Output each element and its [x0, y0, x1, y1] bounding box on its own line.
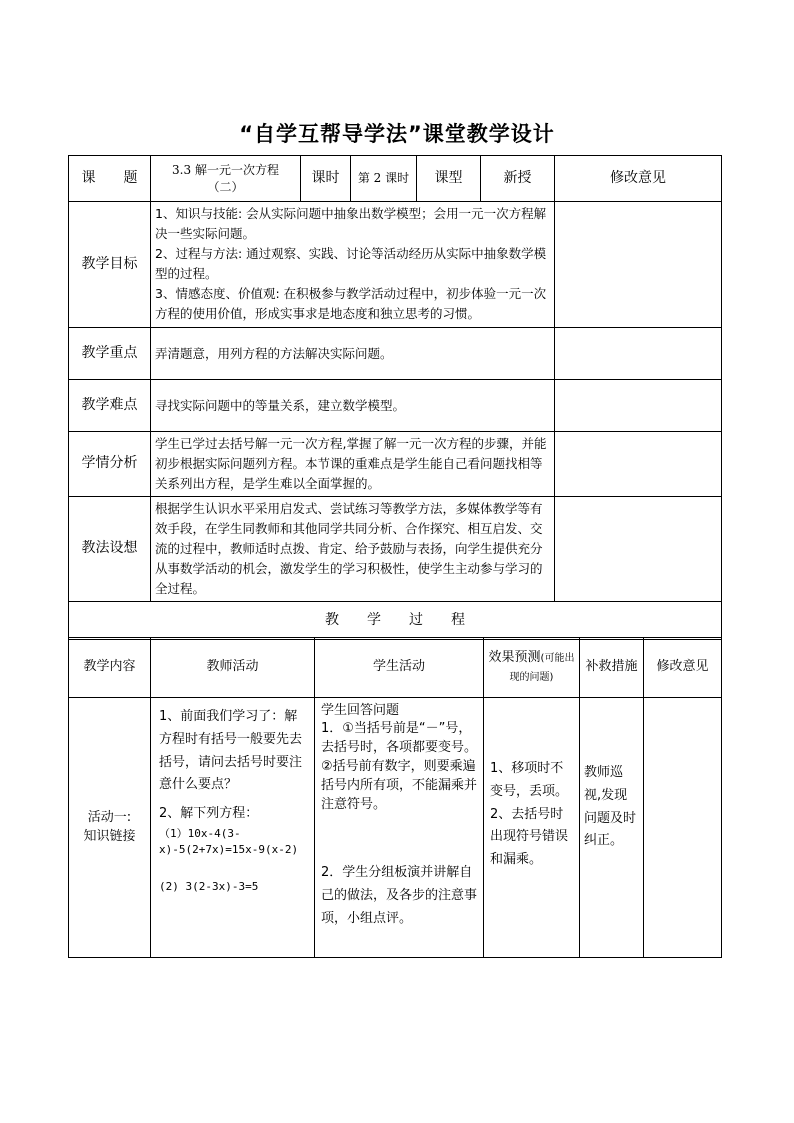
- type-value: 新授: [481, 156, 555, 202]
- goals-content: [151, 202, 555, 328]
- activity1-student: [315, 698, 484, 958]
- goals-revise-cell: [555, 202, 722, 328]
- activity1-label-line1: 活动一:: [87, 810, 132, 826]
- method-content: 根据学生认识水平采用启发式、尝试练习等教学方法，多媒体教学等有效手段，在学生同教师和其他同学共同分析、合作探究、相互启发、交流的过程中，教师适时点拨、肯定、给予鼓励与表扬，向学生提供充分从事数学活动的机会，激发学生的学习积极性，使学生主动参与学习的全过程。: [151, 497, 555, 602]
- goal-item: 1、知识与技能: 会从实际问题中抽象出数学模型；会用一元一次方程解决一些实际问题。: [155, 206, 547, 241]
- key-point-label: 教学重点: [69, 328, 151, 380]
- col-modify: 修改意见: [644, 638, 722, 698]
- topic-value: [151, 156, 301, 202]
- col-teacher: 教师活动: [151, 638, 315, 698]
- period-value: 第 2 课时: [351, 156, 417, 202]
- col-effect-title: 效果预测: [488, 650, 541, 666]
- effect-item-1: 1、移项时不变号，丢项。: [490, 761, 569, 799]
- teacher-question-2: 2、解下列方程：: [159, 806, 259, 821]
- difficulty-label: 教学难点: [69, 380, 151, 432]
- col-remedy: 补救措施: [580, 638, 644, 698]
- teacher-question-1: 1、前面我们学习了：解方程时有括号一般要先去括号，请问去括号时要注意什么要点？: [159, 709, 303, 793]
- col-content: 教学内容: [69, 638, 151, 698]
- difficulty-content: 寻找实际问题中的等量关系，建立数学模型。: [151, 380, 555, 432]
- student-answer-1: 1．①当括号前是“－”号，去括号时，各项都要变号。②括号前有数字，则要乘遍括号内所有项，不能漏乘并注意符号。: [321, 721, 478, 812]
- student-title: 学生回答问题: [321, 703, 400, 718]
- key-point-content: 弄清题意，用列方程的方法解决实际问题。: [151, 328, 555, 380]
- design-table: [68, 155, 722, 640]
- goal-item: 2、过程与方法: 通过观察、实践、讨论等活动经历从实际中抽象数学模型的过程。: [155, 246, 547, 281]
- col-student: 学生活动: [315, 638, 484, 698]
- activity1-teacher: [151, 698, 315, 958]
- col-effect: [484, 638, 580, 698]
- analysis-revise-cell: [555, 432, 722, 497]
- activity1-label: [69, 698, 151, 958]
- effect-item-2: 2、去括号时出现符号错误和漏乘。: [490, 806, 569, 867]
- process-header: 教 学 过 程: [69, 602, 722, 640]
- activity1-effect: [484, 698, 580, 958]
- method-label: 教法设想: [69, 497, 151, 602]
- activity1-label-line2: 知识链接: [83, 828, 136, 844]
- topic-line-1: 3.3 解一元一次方程: [172, 162, 279, 177]
- equation-1: （1）10x-4(3-x)-5(2+7x)=15x-9(x-2): [159, 826, 299, 857]
- analysis-label: 学情分析: [69, 432, 151, 497]
- process-table: [68, 637, 722, 958]
- difficulty-revise-cell: [555, 380, 722, 432]
- topic-label: 课 题: [69, 156, 151, 202]
- analysis-content: 学生已学过去括号解一元一次方程,掌握了解一元一次方程的步骤，并能初步根据实际问题列方程。本节课的重难点是学生能自己看问题找相等关系列出方程，是学生难以全面掌握的。: [151, 432, 555, 497]
- activity1-modify: [644, 698, 722, 958]
- goal-item: 3、情感态度、价值观: 在积极参与教学活动过程中，初步体验一元一次方程的使用价值，形成实事求是地态度和独立思考的习惯。: [155, 286, 547, 321]
- col-effect-note: (可能出现的问题): [509, 653, 575, 683]
- method-revise-cell: [555, 497, 722, 602]
- equation-2: (2) 3(2-3x)-3=5: [159, 879, 259, 893]
- activity1-remedy: 教师巡视,发现问题及时纠正。: [580, 698, 644, 958]
- type-label: 课型: [417, 156, 481, 202]
- period-label: 课时: [301, 156, 351, 202]
- key-point-revise-cell: [555, 328, 722, 380]
- goals-label: 教学目标: [69, 202, 151, 328]
- student-answer-2: 2．学生分组板演并讲解自己的做法，及各步的注意事项，小组点评。: [321, 865, 478, 926]
- revise-label: 修改意见: [555, 156, 722, 202]
- topic-line-2: （二）: [207, 179, 244, 194]
- page-title: “自学互帮导学法”课堂教学设计: [239, 122, 555, 146]
